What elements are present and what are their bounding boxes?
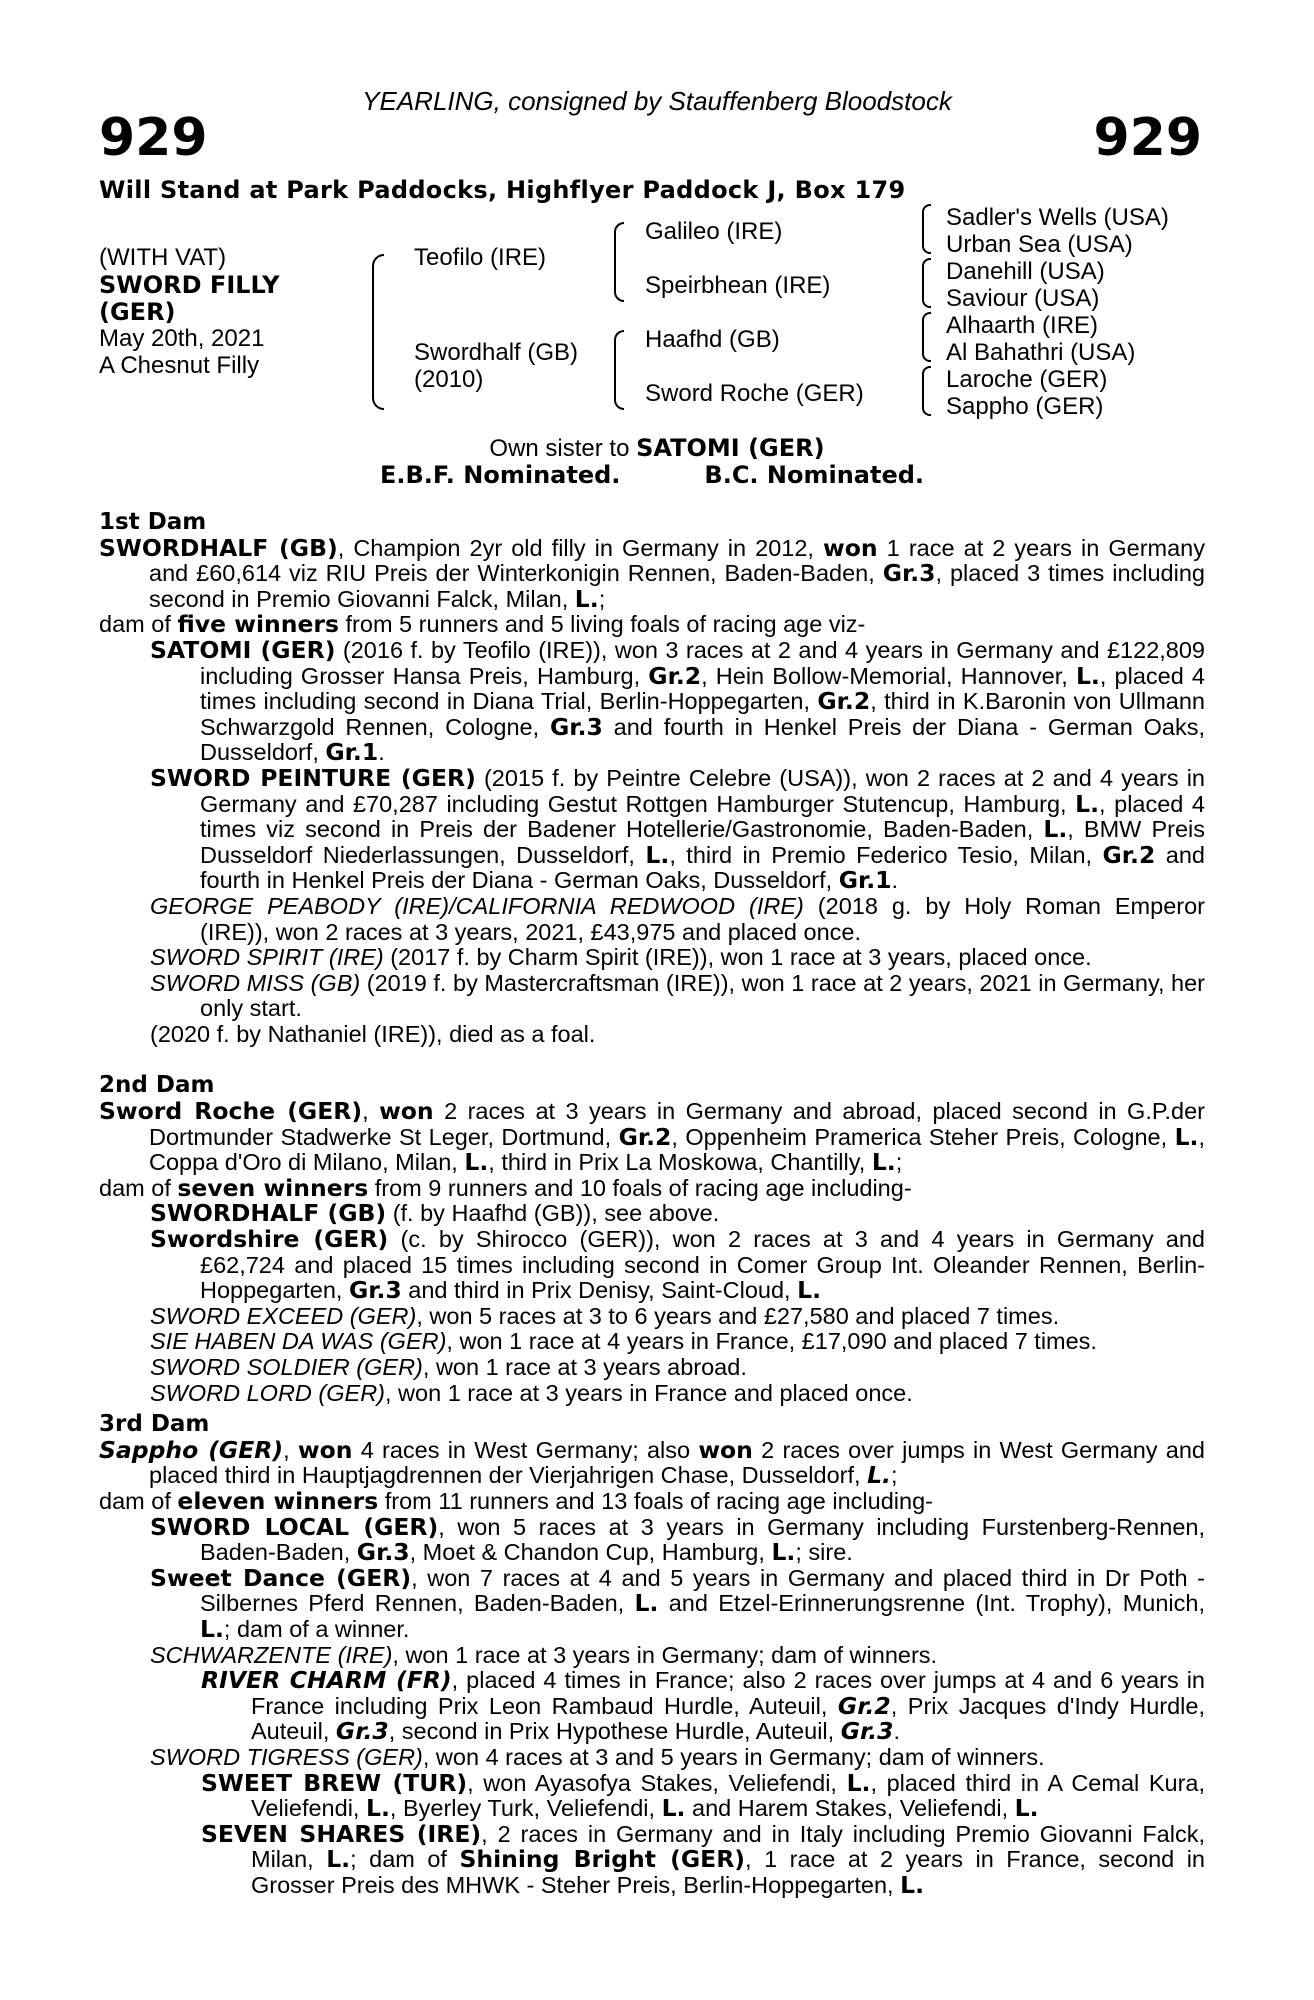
third-dam-heading: 3rd Dam [99,1411,210,1438]
produce-river-charm: RIVER CHARM (FR), placed 4 times in France; also 2 races over jumps at 4 and 6 years in France including Prix Leon Rambaud Hurdle, Auteuil, Gr.2, Prix Jacques d'Indy Hurdle, Auteuil, Gr.3, second in Prix Hypothese Hurdle, Auteuil, Gr.3. [201,1666,1206,1746]
consignor-line: YEARLING, consigned by Stauffenberg Bloodstock [362,86,952,116]
sister-name: SATOMI (GER) [636,434,825,462]
gen3-brace-1 [922,204,931,254]
produce-sword-local: SWORD LOCAL (GER), won 5 races at 3 years in Germany including Furstenberg-Rennen, Baden-Baden, Gr.3, Moet & Chandon Cup, Hamburg, L.; sire. [150,1512,1205,1567]
gen3-6: Al Bahathri (USA) [946,339,1136,366]
produce-sword-soldier: SWORD SOLDIER (GER), won 1 race at 3 years abroad. [150,1354,747,1380]
produce-sword-tigress: SWORD TIGRESS (GER), won 4 races at 3 and 5 years in Germany; dam of winners. [150,1743,1045,1770]
own-sister-note: Own sister to SATOMI (GER) [489,434,825,462]
gen3-2: Urban Sea (USA) [946,231,1133,258]
sire-sire: Galileo (IRE) [645,218,783,245]
produce-sword-peinture: SWORD PEINTURE (GER) (2015 f. by Peintre Celebre (USA)), won 2 races at 2 and 4 years in Germany and £70,287 including Gestut Rottgen Hamburger Stutencup, Hamburg, L., placed 4 times viz second in Preis der Badener Hotellerie/Gastronomie, Baden-Baden, L., BMW Preis Dusseldorf Niederlassungen, Dusseldorf, L., third in Premio Federico Tesio, Milan, Gr.2 and fourth in Henkel Preis der Diana - German Oaks, Dusseldorf, Gr.1. [150,763,1205,895]
gen3-brace-4 [922,366,931,416]
produce-sword-spirit: SWORD SPIRIT (IRE) (2017 f. by Charm Spirit (IRE)), won 1 race at 3 years, placed once. [150,944,1092,971]
lot-name-line2: (GER) [99,298,176,326]
produce-swordshire: Swordshire (GER) (c. by Shirocco (GER)), won 2 races at 3 and 4 years in Germany and £62,724 and placed 15 times including second in Comer Group Int. Oleander Rennen, Berlin-Hoppegarten, Gr.3 and third in Prix Denisy, Saint-Cloud, L. [150,1225,1205,1305]
produce-sword-lord: SWORD LORD (GER), won 1 race at 3 years in France and placed once. [150,1379,913,1406]
gen3-1: Sadler's Wells (USA) [946,204,1169,231]
produce-satomi: SATOMI (GER) (2016 f. by Teofilo (IRE)), won 3 races at 2 and 4 years in Germany and £122,809 including Grosser Hansa Preis, Hamburg, Gr.2, Hein Bollow-Memorial, Hannover, L., placed 4 times including second in Diana Trial, Berlin-Hoppegarten, Gr.2, third in K.Baronin von Ullmann Schwarzgold Rennen, Cologne, Gr.3 and fourth in Henkel Preis der Diana - German Oaks, Dusseldorf, Gr.1. [150,635,1206,767]
dam-year: (2010) [414,366,484,393]
produce-sword-exceed: SWORD EXCEED (GER), won 5 races at 3 to 6 years and £27,580 and placed 7 times. [150,1302,1060,1329]
bc-nomination: B.C. Nominated. [704,461,925,489]
second-dam-entry: Sword Roche (GER), won 2 races at 3 years in Germany and abroad, placed second in G.P.der Dortmunder Stadwerke St Leger, Dortmund, Gr.2, Oppenheim Pramerica Steher Preis, Cologne, L., Coppa d'Oro di Milano, Milan, L., third in Prix La Moskowa, Chantilly, L.; [99,1097,1206,1177]
sire: Teofilo (IRE) [414,244,547,271]
gen3-8: Sappho (GER) [946,393,1104,420]
venue-line: Will Stand at Park Paddocks, Highflyer Paddock J, Box 179 [99,176,906,204]
first-dam-heading: 1st Dam [99,509,207,535]
produce-schwarzente: SCHWARZENTE (IRE), won 1 race at 3 years in Germany; dam of winners. [150,1641,938,1668]
dam-dam: Sword Roche (GER) [645,380,864,407]
dam-sire: Haafhd (GB) [645,326,780,353]
lot-name-line1: SWORD FILLY [99,271,280,299]
dam-line-brace [614,330,624,410]
third-dam-produce-summary: dam of eleven winners from 11 runners and 13 foals of racing age including- [99,1486,933,1515]
sire-dam: Speirbhean (IRE) [645,272,831,299]
lot-number-left: 929 [99,108,208,168]
ebf-nomination: E.B.F. Nominated. [380,461,621,489]
gen3-7: Laroche (GER) [946,366,1108,393]
produce-sweet-brew: SWEET BREW (TUR), won Ayasofya Stakes, Veliefendi, L., placed third in A Cemal Kura, Veliefendi, L., Byerley Turk, Veliefendi, L. and Harem Stakes, Veliefendi, L. [201,1768,1206,1823]
second-dam-heading: 2nd Dam [99,1072,215,1099]
gen3-3: Danehill (USA) [946,258,1105,285]
gen3-4: Saviour (USA) [946,285,1100,312]
nominations [380,461,924,489]
lot-description: A Chesnut Filly [99,352,260,379]
produce-george-peabody: GEORGE PEABODY (IRE)/CALIFORNIA REDWOOD (IRE) (2018 g. by Holy Roman Emperor (IRE)), won 2 races at 3 years, 2021, £43,975 and placed once. [150,892,1205,945]
produce-sweet-dance: Sweet Dance (GER), won 7 races at 4 and 5 years in Germany and placed third in Dr Poth - Silbernes Pferd Rennen, Baden-Baden, L. and Etzel-Erinnerungsrenne (Int. Trophy), Munich, L.; dam of a winner. [150,1563,1205,1643]
dam: Swordhalf (GB) [414,339,579,366]
vat-note: (WITH VAT) [99,244,227,271]
first-dam-produce-summary: dam of five winners from 5 runners and 5 living foals of racing age viz- [99,610,866,639]
second-dam-produce-summary: dam of seven winners from 9 runners and 10 foals of racing age including- [99,1173,912,1202]
produce-record [99,510,1205,1898]
produce-sie-haben-da-was: SIE HABEN DA WAS (GER), won 1 race at 4 years in France, £17,090 and placed 7 times. [150,1328,1097,1355]
first-dam-entry: SWORDHALF (GB), Champion 2yr old filly in Germany in 2012, won 1 race at 2 years in Germany and £60,614 viz RIU Preis der Winterkonigin Rennen, Baden-Baden, Gr.3, placed 3 times including second in Premio Giovanni Falck, Milan, L.; [99,533,1205,613]
date-of-birth: May 20th, 2021 [99,325,265,352]
lot-number-right: 929 [1093,108,1202,168]
produce-2020-foal: (2020 f. by Nathaniel (IRE)), died as a foal. [150,1020,596,1047]
gen3-5: Alhaarth (IRE) [946,312,1099,339]
gen3-brace-3 [922,312,931,362]
sire-dam-brace [372,254,384,410]
produce-seven-shares: SEVEN SHARES (IRE), 2 races in Germany and in Italy including Premio Giovanni Falck, Milan, L.; dam of Shining Bright (GER), 1 race at 2 years in France, second in Grosser Preis des MHWK - Steher Preis, Berlin-Hoppegarten, L. [201,1819,1205,1899]
third-dam-entry: Sappho (GER), won 4 races in West Germany; also won 2 races over jumps in West Germany and placed third in Hauptjagdrennen der Vierjahrigen Chase, Dusseldorf, L.; [99,1435,1205,1490]
sire-line-brace [614,222,624,302]
produce-swordhalf: SWORDHALF (GB) (f. by Haafhd (GB)), see above. [150,1199,720,1228]
produce-sword-miss: SWORD MISS (GB) (2019 f. by Mastercraftsman (IRE)), won 1 race at 2 years, 2021 in Germany, her only start. [150,969,1205,1022]
gen3-brace-2 [922,258,931,308]
